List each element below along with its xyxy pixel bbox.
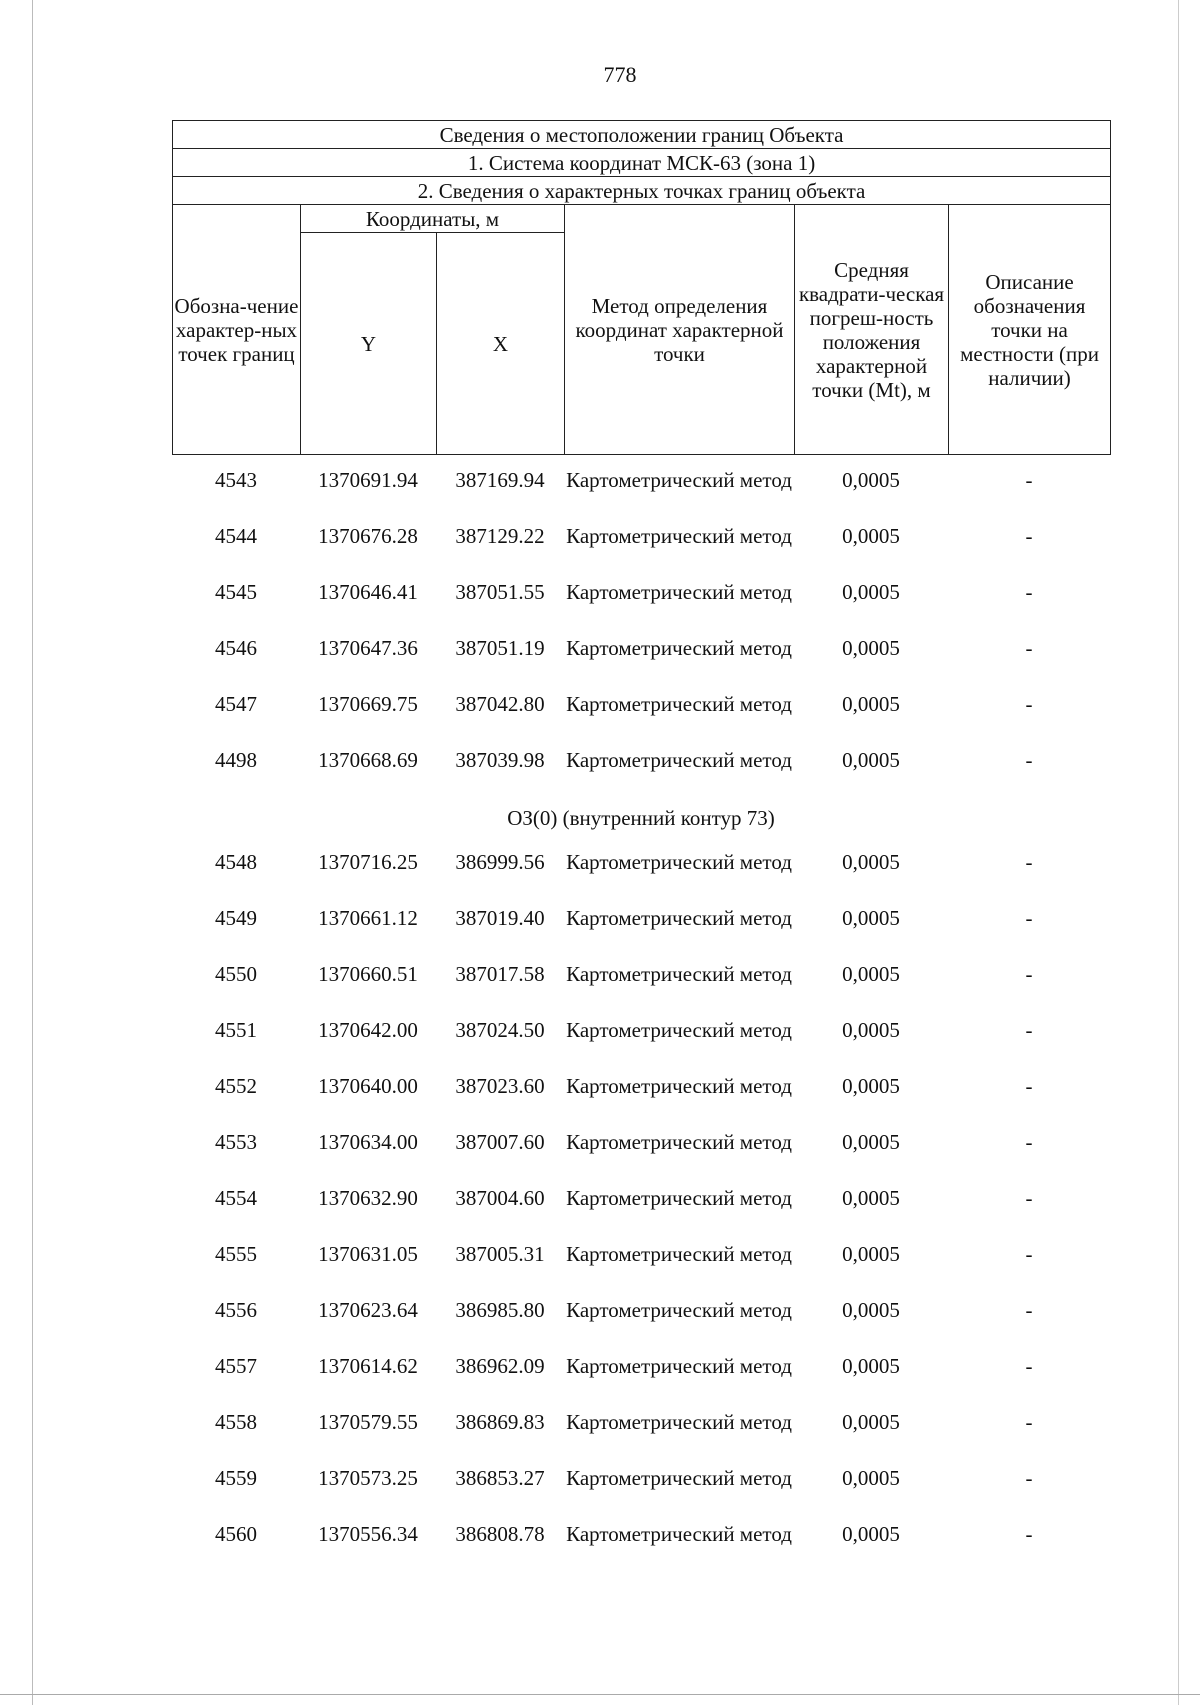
point-id: 4556 (215, 1298, 257, 1322)
method: Картометрический метод (566, 468, 792, 492)
table-row (172, 905, 1110, 961)
error-value: 0,0005 (842, 1186, 900, 1210)
table-row (172, 1353, 1110, 1409)
method: Картометрический метод (566, 850, 792, 874)
method: Картометрический метод (566, 906, 792, 930)
coord-y: 1370634.00 (318, 1130, 418, 1154)
point-id: 4545 (215, 580, 257, 604)
description: - (1025, 1074, 1033, 1098)
error-value: 0,0005 (842, 1410, 900, 1434)
coord-y: 1370614.62 (318, 1354, 418, 1378)
coord-y: 1370676.28 (318, 524, 418, 548)
coord-y: 1370669.75 (318, 692, 418, 716)
method: Картометрический метод (566, 1130, 792, 1154)
description: - (1025, 1186, 1033, 1210)
point-id: 4558 (215, 1410, 257, 1434)
coord-x: 387169.94 (455, 468, 545, 492)
col-header-coordinates: Координаты, м (301, 205, 565, 233)
table-row (172, 1129, 1110, 1185)
description: - (1025, 1242, 1033, 1266)
scan-edge-right (1178, 0, 1179, 1705)
table-row (172, 1241, 1110, 1297)
page-number: 778 (603, 62, 637, 87)
table-row (172, 1073, 1110, 1129)
coord-x: 387023.60 (455, 1074, 545, 1098)
coord-y: 1370556.34 (318, 1522, 418, 1546)
coord-y: 1370573.25 (318, 1466, 418, 1490)
col-header-id: Обозна-чение характер-ных точек границ (173, 205, 301, 455)
table-row (172, 849, 1110, 905)
section-heading: 2. Сведения о характерных точках границ объекта (173, 177, 1111, 205)
point-id: 4559 (215, 1466, 257, 1490)
table-title: Сведения о местоположении границ Объекта (173, 121, 1111, 149)
error-value: 0,0005 (842, 962, 900, 986)
description: - (1025, 850, 1033, 874)
method: Картометрический метод (566, 1242, 792, 1266)
point-id: 4555 (215, 1242, 257, 1266)
error-value: 0,0005 (842, 1074, 900, 1098)
point-id: 4551 (215, 1018, 257, 1042)
method: Картометрический метод (566, 636, 792, 660)
coord-y: 1370579.55 (318, 1410, 418, 1434)
error-value: 0,0005 (842, 1018, 900, 1042)
error-value: 0,0005 (842, 1298, 900, 1322)
error-value: 0,0005 (842, 1522, 900, 1546)
point-id: 4560 (215, 1522, 257, 1546)
description: - (1025, 1018, 1033, 1042)
point-id: 4544 (215, 524, 257, 548)
coord-x: 387017.58 (455, 962, 545, 986)
coord-x: 387007.60 (455, 1130, 545, 1154)
coordinates-table-header (172, 120, 1111, 455)
error-value: 0,0005 (842, 692, 900, 716)
error-value: 0,0005 (842, 524, 900, 548)
table-body (172, 467, 1110, 1577)
coord-x: 386853.27 (455, 1466, 545, 1490)
method: Картометрический метод (566, 1074, 792, 1098)
scan-edge-left (32, 0, 33, 1705)
point-id: 4557 (215, 1354, 257, 1378)
col-header-x: X (437, 233, 565, 455)
table-row (172, 635, 1110, 691)
error-value: 0,0005 (842, 636, 900, 660)
method: Картометрический метод (566, 748, 792, 772)
error-value: 0,0005 (842, 580, 900, 604)
description: - (1025, 1522, 1033, 1546)
coordinate-system: 1. Система координат МСК-63 (зона 1) (173, 149, 1111, 177)
method: Картометрический метод (566, 524, 792, 548)
description: - (1025, 1354, 1033, 1378)
point-id: 4552 (215, 1074, 257, 1098)
coord-y: 1370642.00 (318, 1018, 418, 1042)
method: Картометрический метод (566, 962, 792, 986)
col-header-error: Средняя квадрати-ческая погреш-ность положения характерной точки (Mt), м (795, 205, 949, 455)
table-row (172, 691, 1110, 747)
coord-x: 386962.09 (455, 1354, 545, 1378)
description: - (1025, 1298, 1033, 1322)
description: - (1025, 524, 1033, 548)
method: Картометрический метод (566, 1018, 792, 1042)
description: - (1025, 748, 1033, 772)
point-id: 4498 (215, 748, 257, 772)
description: - (1025, 1410, 1033, 1434)
method: Картометрический метод (566, 580, 792, 604)
table-row (172, 961, 1110, 1017)
method: Картометрический метод (566, 1186, 792, 1210)
description: - (1025, 692, 1033, 716)
coord-y: 1370691.94 (318, 468, 418, 492)
coord-x: 387005.31 (455, 1242, 545, 1266)
coord-y: 1370668.69 (318, 748, 418, 772)
error-value: 0,0005 (842, 748, 900, 772)
description: - (1025, 906, 1033, 930)
point-id: 4548 (215, 850, 257, 874)
coord-x: 386808.78 (455, 1522, 545, 1546)
point-id: 4543 (215, 468, 257, 492)
error-value: 0,0005 (842, 1466, 900, 1490)
coord-x: 386999.56 (455, 850, 545, 874)
error-value: 0,0005 (842, 468, 900, 492)
method: Картометрический метод (566, 692, 792, 716)
method: Картометрический метод (566, 1522, 792, 1546)
table-row (172, 1409, 1110, 1465)
description: - (1025, 636, 1033, 660)
table-row (172, 747, 1110, 803)
coord-x: 386869.83 (455, 1410, 545, 1434)
description: - (1025, 468, 1033, 492)
scan-edge-bottom (0, 1694, 1200, 1695)
coord-x: 386985.80 (455, 1298, 545, 1322)
error-value: 0,0005 (842, 1242, 900, 1266)
method: Картометрический метод (566, 1466, 792, 1490)
method: Картометрический метод (566, 1298, 792, 1322)
error-value: 0,0005 (842, 1354, 900, 1378)
coord-y: 1370661.12 (318, 906, 418, 930)
description: - (1025, 580, 1033, 604)
table-row (172, 1297, 1110, 1353)
coord-y: 1370640.00 (318, 1074, 418, 1098)
coord-y: 1370660.51 (318, 962, 418, 986)
method: Картометрический метод (566, 1410, 792, 1434)
inner-contour-title: ОЗ(0) (внутренний контур 73) (507, 806, 775, 830)
table-row (172, 523, 1110, 579)
description: - (1025, 962, 1033, 986)
point-id: 4549 (215, 906, 257, 930)
method: Картометрический метод (566, 1354, 792, 1378)
rows-group-outer (172, 467, 1110, 803)
coord-x: 387051.19 (455, 636, 545, 660)
col-header-y: Y (301, 233, 437, 455)
point-id: 4553 (215, 1130, 257, 1154)
table-row (172, 1521, 1110, 1577)
coord-y: 1370647.36 (318, 636, 418, 660)
error-value: 0,0005 (842, 850, 900, 874)
coord-x: 387024.50 (455, 1018, 545, 1042)
coord-y: 1370631.05 (318, 1242, 418, 1266)
error-value: 0,0005 (842, 906, 900, 930)
table-row (172, 1017, 1110, 1073)
col-header-method: Метод определения координат характерной точки (565, 205, 795, 455)
coord-x: 387051.55 (455, 580, 545, 604)
coord-y: 1370716.25 (318, 850, 418, 874)
table-row (172, 467, 1110, 523)
rows-group-inner (172, 849, 1110, 1577)
coord-x: 387129.22 (455, 524, 545, 548)
table-row (172, 1185, 1110, 1241)
coord-x: 387039.98 (455, 748, 545, 772)
error-value: 0,0005 (842, 1130, 900, 1154)
point-id: 4547 (215, 692, 257, 716)
coord-y: 1370623.64 (318, 1298, 418, 1322)
table-row (172, 1465, 1110, 1521)
coord-x: 387042.80 (455, 692, 545, 716)
coord-x: 387019.40 (455, 906, 545, 930)
point-id: 4550 (215, 962, 257, 986)
point-id: 4554 (215, 1186, 257, 1210)
description: - (1025, 1466, 1033, 1490)
coord-x: 387004.60 (455, 1186, 545, 1210)
col-header-description: Описание обозначения точки на местности (при наличии) (949, 205, 1111, 455)
point-id: 4546 (215, 636, 257, 660)
table-row (172, 579, 1110, 635)
coord-y: 1370646.41 (318, 580, 418, 604)
description: - (1025, 1130, 1033, 1154)
coord-y: 1370632.90 (318, 1186, 418, 1210)
